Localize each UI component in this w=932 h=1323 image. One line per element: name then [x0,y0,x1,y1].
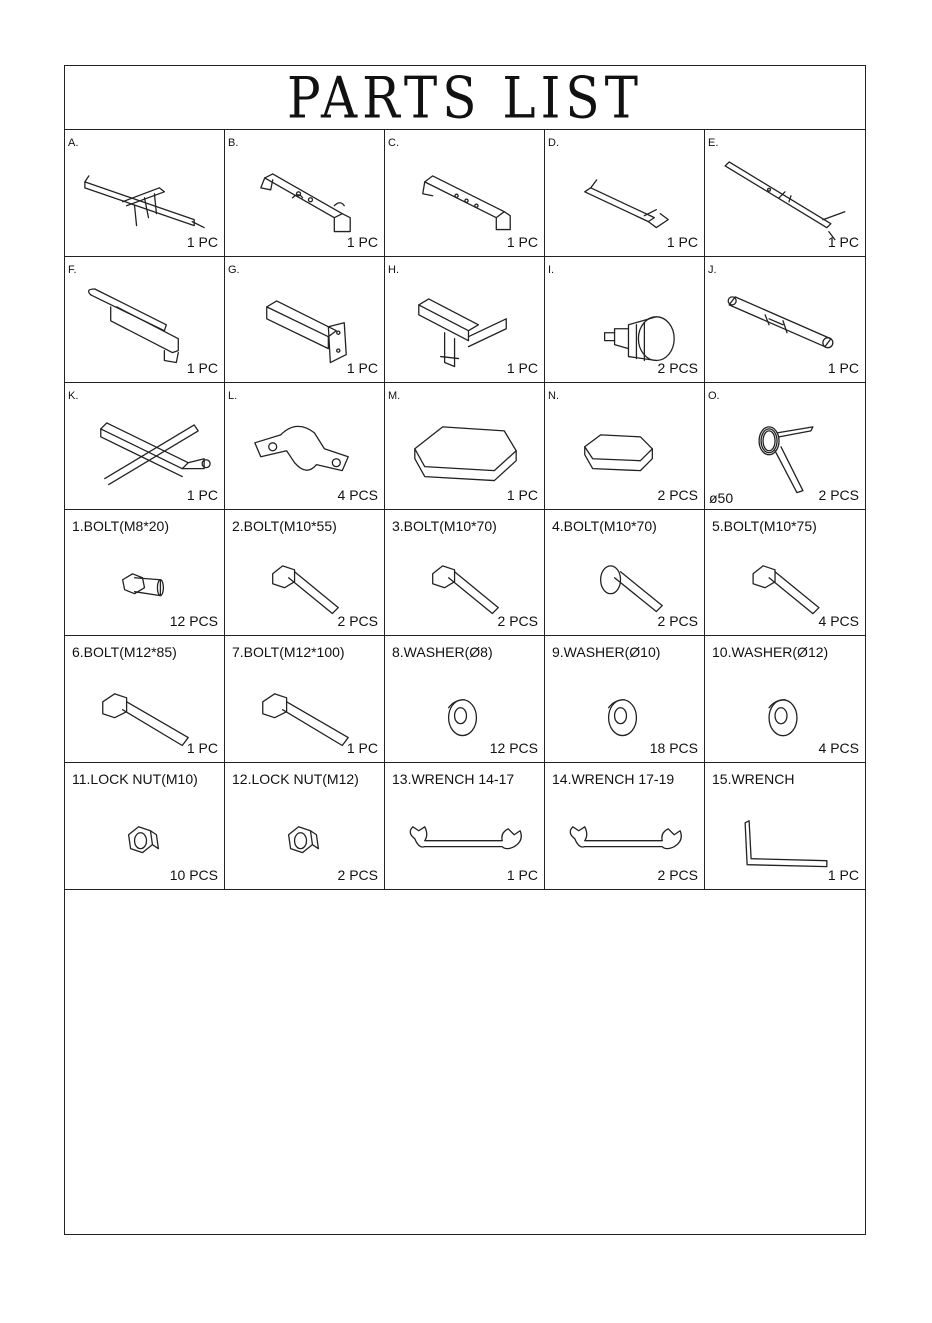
part-letter: I. [548,263,555,276]
part-cell [545,257,705,384]
part-cell [545,383,705,510]
part-quantity: 1 PC [186,486,218,503]
hardware-cell [225,763,385,890]
part-letter: L. [228,390,238,403]
part-letter: B. [228,137,239,149]
part-cell [225,257,385,384]
hardware-name: 3.BOLT(M10*70) [392,517,497,534]
hardware-cell [705,636,865,763]
hardware-quantity: 12 PCS [169,613,218,630]
part-quantity: 1 PC [666,233,698,250]
part-letter: J. [708,263,717,276]
part-letter: F. [68,263,77,276]
hardware-quantity: 2 PCS [497,613,538,630]
hardware-name: 13.WRENCH 14-17 [392,770,515,787]
hardware-quantity: 18 PCS [649,739,698,756]
part-cell [385,383,545,510]
hardware-cell [545,636,705,763]
hardware-cell [225,510,385,637]
hardware-name: 7.BOLT(M12*100) [232,644,345,661]
part-cell [65,257,225,384]
part-letter: H. [388,263,399,276]
part-letter: G. [228,263,240,276]
hardware-name: 6.BOLT(M12*85) [72,644,177,661]
hardware-cell [225,636,385,763]
part-cell [705,383,865,510]
part-letter: M. [388,390,401,403]
hardware-cell [545,763,705,890]
part-letter: E. [708,137,719,149]
part-quantity: 1 PC [346,233,378,250]
hardware-quantity: 12 PCS [489,739,538,756]
part-cell [385,130,545,257]
part-quantity: 2 PCS [818,486,859,503]
hardware-name: 5.BOLT(M10*75) [712,517,817,534]
hardware-name: 1.BOLT(M8*20) [72,517,169,534]
part-letter: O. [708,390,720,403]
part-cell [225,130,385,257]
part-cell [385,257,545,384]
part-quantity: 1 PC [827,360,859,377]
hardware-quantity: 2 PCS [657,866,698,883]
hardware-quantity: 1 PC [506,866,538,883]
part-letter: N. [548,390,559,403]
hardware-quantity: 2 PCS [337,613,378,630]
hardware-cell [545,510,705,637]
hardware-name: 9.WASHER(Ø10) [552,644,661,661]
part-quantity: 1 PC [186,233,218,250]
hardware-name: 14.WRENCH 17-19 [552,770,675,787]
part-quantity: 1 PC [827,233,859,250]
hardware-name: 11.LOCK NUT(M10) [72,770,198,787]
hardware-quantity: 1 PC [827,866,859,883]
hardware-cell [385,763,545,890]
blank-notes-area [65,889,865,1234]
hardware-name: 4.BOLT(M10*70) [552,517,657,534]
hardware-cell [385,636,545,763]
part-diameter: ø50 [709,489,734,506]
hardware-quantity: 4 PCS [818,739,859,756]
hardware-cell [65,636,225,763]
hardware-name: 8.WASHER(Ø8) [392,644,493,661]
hardware-cell [65,510,225,637]
hardware-name: 12.LOCK NUT(M12) [232,770,359,787]
hardware-quantity: 4 PCS [818,613,859,630]
part-cell [705,130,865,257]
part-cell [65,383,225,510]
hardware-name: 10.WASHER(Ø12) [712,644,829,661]
hardware-quantity: 2 PCS [657,613,698,630]
page-title: PARTS LIST [287,64,643,131]
part-quantity: 4 PCS [337,486,378,503]
part-letter: D. [548,137,559,149]
parts-grid [65,130,865,890]
part-cell [545,130,705,257]
part-quantity: 1 PC [186,360,218,377]
hardware-cell [65,763,225,890]
hardware-quantity: 2 PCS [337,866,378,883]
part-quantity: 1 PC [346,360,378,377]
hardware-cell [705,510,865,637]
part-quantity: 1 PC [506,486,538,503]
hardware-name: 15.WRENCH [712,770,795,787]
hardware-cell [385,510,545,637]
part-letter: A. [68,137,79,149]
part-quantity: 2 PCS [657,360,698,377]
hardware-name: 2.BOLT(M10*55) [232,517,337,534]
part-cell [705,257,865,384]
part-letter: C. [388,137,399,149]
part-quantity: 1 PC [506,360,538,377]
parts-list-sheet [64,65,866,1235]
part-cell [225,383,385,510]
part-letter: K. [68,390,79,403]
title-row [65,66,865,130]
hardware-quantity: 1 PC [186,739,218,756]
hardware-cell [705,763,865,890]
part-cell [65,130,225,257]
part-quantity: 1 PC [506,233,538,250]
hardware-quantity: 1 PC [346,739,378,756]
hardware-quantity: 10 PCS [169,866,218,883]
part-quantity: 2 PCS [657,486,698,503]
